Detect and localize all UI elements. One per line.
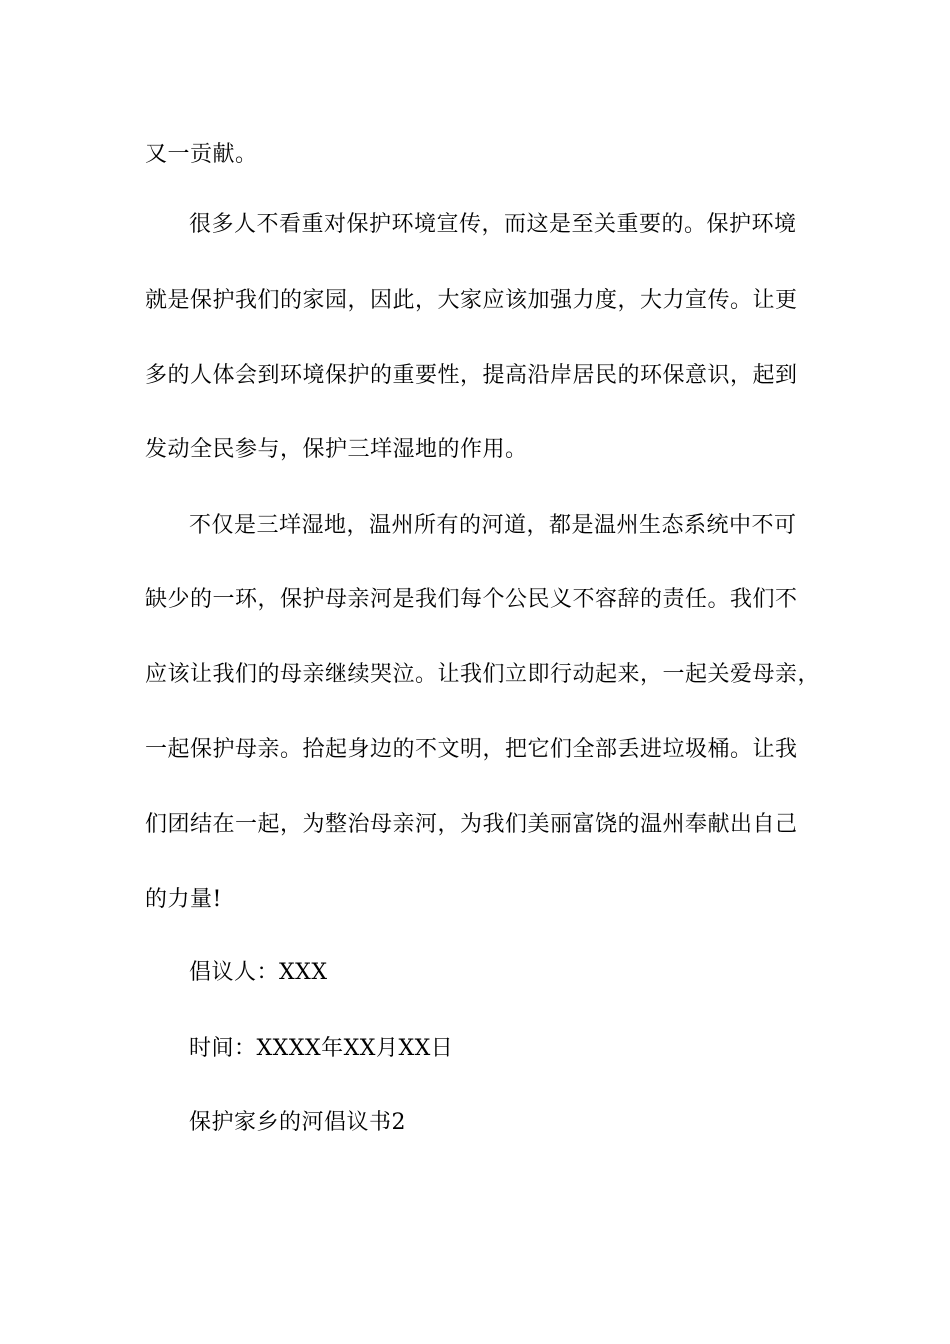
paragraph-2-line-1: 很多人不看重对保护环境宣传，而这是至关重要的。保护环境	[189, 212, 797, 237]
date-line: 时间：XXXX年XX月XX日	[189, 1036, 454, 1061]
paragraph-2-line-3: 多的人体会到环境保护的重要性，提高沿岸居民的环保意识，起到	[145, 363, 798, 388]
paragraph-1-line-1: 又一贡献。	[145, 142, 258, 167]
paragraph-3-line-5: 们团结在一起，为整治母亲河，为我们美丽富饶的温州奉献出自己	[145, 812, 798, 837]
paragraph-3-line-3: 应该让我们的母亲继续哭泣。让我们立即行动起来，一起关爱母亲，	[145, 662, 821, 687]
paragraph-3-line-6: 的力量!	[145, 887, 222, 912]
paragraph-3-line-4: 一起保护母亲。拾起身边的不文明，把它们全部丢进垃圾桶。让我	[145, 737, 798, 762]
paragraph-3-line-1: 不仅是三垟湿地，温州所有的河道，都是温州生态系统中不可	[189, 513, 797, 538]
paragraph-2-line-2: 就是保护我们的家园，因此，大家应该加强力度，大力宣传。让更	[145, 288, 798, 313]
paragraph-2-line-4: 发动全民参与，保护三垟湿地的作用。	[145, 437, 528, 462]
next-section-title: 保护家乡的河倡议书2	[189, 1110, 406, 1135]
paragraph-3-line-2: 缺少的一环，保护母亲河是我们每个公民义不容辞的责任。我们不	[145, 587, 798, 612]
proposer-line: 倡议人：XXX	[189, 960, 328, 985]
